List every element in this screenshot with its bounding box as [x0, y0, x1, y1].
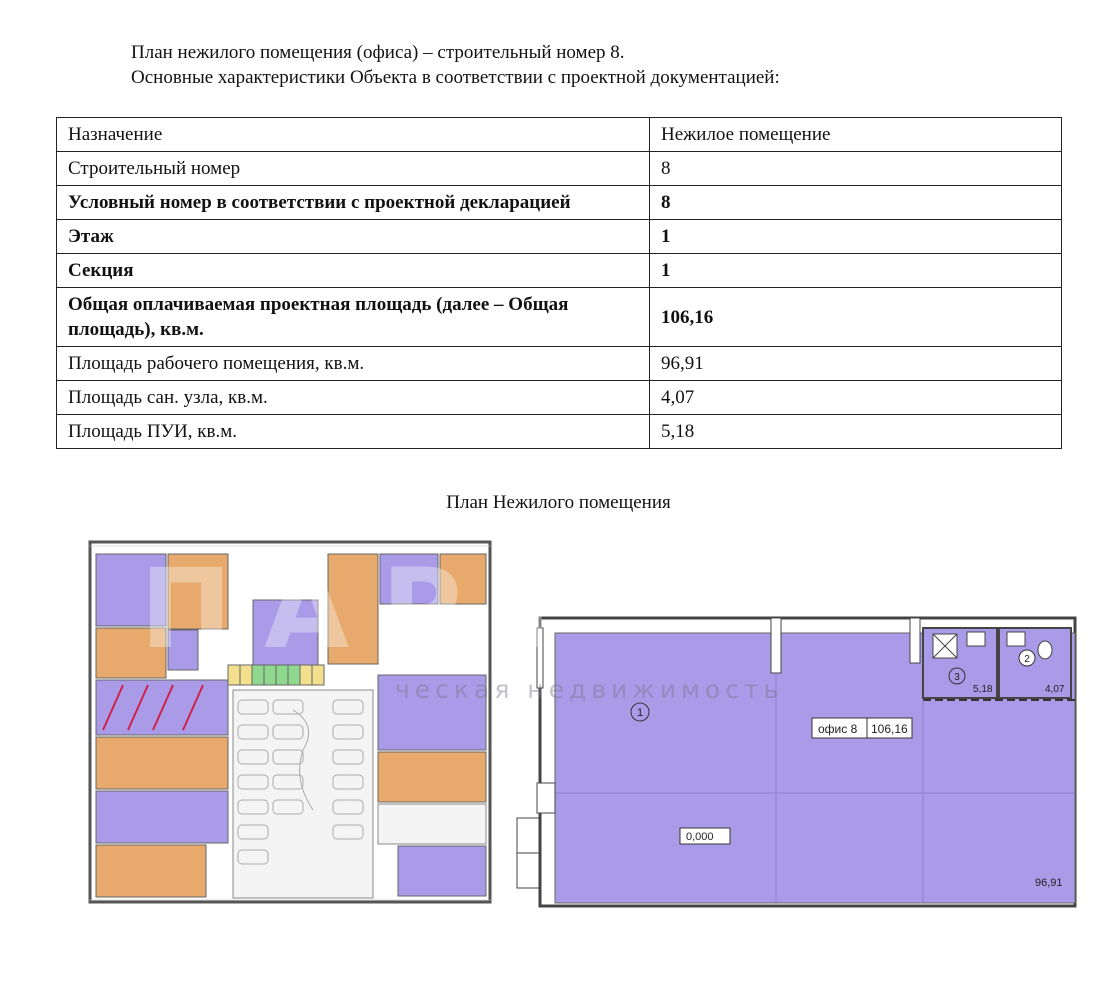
intro-line-2: Основные характеристики Объекта в соответствии с проектной документацией: — [131, 67, 780, 88]
table-row — [57, 254, 1062, 288]
office-tag: офис 8 — [818, 722, 858, 736]
row-value: 106,16 — [650, 288, 1062, 347]
table-row — [57, 152, 1062, 186]
row-value: 8 — [650, 152, 1062, 186]
table-row — [57, 288, 1062, 347]
row-key: Строительный номер — [57, 152, 650, 186]
table-row — [57, 118, 1062, 152]
room-3-area: 5,18 — [973, 684, 993, 695]
room-2-label: 2 — [1024, 654, 1030, 665]
room-1-area: 96,91 — [1035, 877, 1063, 889]
row-value: 1 — [650, 220, 1062, 254]
table-row — [57, 415, 1062, 449]
watermark-subtitle: ческая недвижимость — [395, 675, 784, 704]
row-key: Площадь сан. узла, кв.м. — [57, 381, 650, 415]
row-key: Секция — [57, 254, 650, 288]
intro-line-1: План нежилого помещения (офиса) – строительный номер 8. — [131, 42, 625, 63]
row-value: 1 — [650, 254, 1062, 288]
row-key: Условный номер в соответствии с проектной декларацией — [57, 186, 650, 220]
plan-title: План Нежилого помещения — [446, 492, 671, 513]
row-key: Площадь ПУИ, кв.м. — [57, 415, 650, 449]
row-value: 5,18 — [650, 415, 1062, 449]
table-row — [57, 347, 1062, 381]
row-key: Площадь рабочего помещения, кв.м. — [57, 347, 650, 381]
row-value: Нежилое помещение — [650, 118, 1062, 152]
table-row — [57, 186, 1062, 220]
room-1-label: 1 — [636, 707, 644, 719]
intro-text — [131, 40, 780, 90]
row-key: Назначение — [57, 118, 650, 152]
room-3-label: 3 — [954, 672, 960, 683]
row-key: Общая оплачиваемая проектная площадь (далее – Общая площадь), кв.м. — [57, 288, 650, 347]
characteristics-table — [56, 117, 1062, 449]
watermark-brand: ПАРТ — [140, 545, 601, 673]
table-row — [57, 220, 1062, 254]
row-value: 96,91 — [650, 347, 1062, 381]
table-row — [57, 381, 1062, 415]
office-area: 106,16 — [871, 722, 908, 736]
elevation-mark: 0,000 — [686, 831, 714, 843]
row-value: 8 — [650, 186, 1062, 220]
room-2-area: 4,07 — [1045, 684, 1065, 695]
row-value: 4,07 — [650, 381, 1062, 415]
row-key: Этаж — [57, 220, 650, 254]
